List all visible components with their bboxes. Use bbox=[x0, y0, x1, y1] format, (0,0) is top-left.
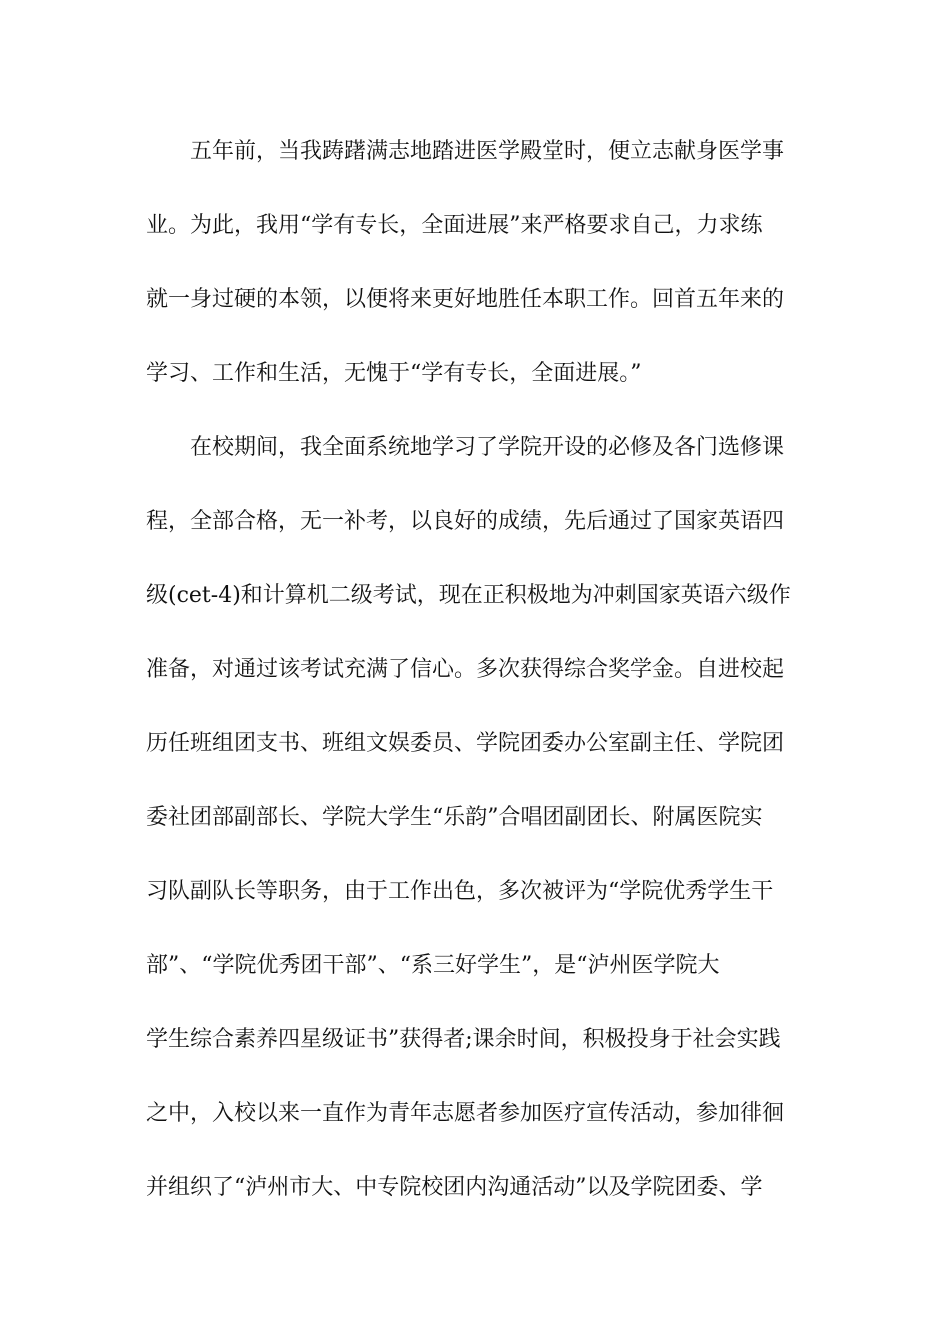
paragraph-1-line-2: 业。为此，我用“学有专长，全面进展”来严格要求自己，力求练 bbox=[146, 213, 763, 238]
paragraph-2-line-6: 委社团部副部长、学院大学生“乐韵”合唱团副团长、附属医院实 bbox=[146, 805, 763, 830]
paragraph-2-line-3: 级(cet-4)和计算机二级考试，现在正积极地为冲刺国家英语六级作 bbox=[146, 583, 791, 608]
paragraph-2-line-1: 在校期间，我全面系统地学习了学院开设的必修及各门选修课 bbox=[190, 435, 785, 460]
paragraph-2-line-4: 准备，对通过该考试充满了信心。多次获得综合奖学金。自进校起 bbox=[146, 657, 785, 682]
paragraph-2-line-8: 部”、“学院优秀团干部”、“系三好学生”，是“泸州医学院大 bbox=[146, 953, 720, 978]
paragraph-2-line-5: 历任班组团支书、班组文娱委员、学院团委办公室副主任、学院团 bbox=[146, 731, 785, 756]
paragraph-2-line-7: 习队副队长等职务，由于工作出色，多次被评为“学院优秀学生干 bbox=[146, 879, 774, 904]
paragraph-2-line-2: 程，全部合格，无一补考，以良好的成绩，先后通过了国家英语四 bbox=[146, 509, 785, 534]
paragraph-1-line-4: 学习、工作和生活，无愧于“学有专长，全面进展。” bbox=[146, 361, 642, 386]
paragraph-2-line-9: 学生综合素养四星级证书”获得者;课余时间，积极投身于社会实践 bbox=[146, 1027, 781, 1052]
paragraph-2-line-10: 之中，入校以来一直作为青年志愿者参加医疗宣传活动，参加徘徊 bbox=[146, 1101, 785, 1126]
paragraph-1-line-3: 就一身过硬的本领，以便将来更好地胜任本职工作。回首五年来的 bbox=[146, 287, 785, 312]
paragraph-2-line-11: 并组织了“泸州市大、中专院校团内沟通活动”以及学院团委、学 bbox=[146, 1175, 763, 1200]
paragraph-1-line-1: 五年前，当我踌躇满志地踏进医学殿堂时，便立志献身医学事 bbox=[190, 139, 785, 164]
